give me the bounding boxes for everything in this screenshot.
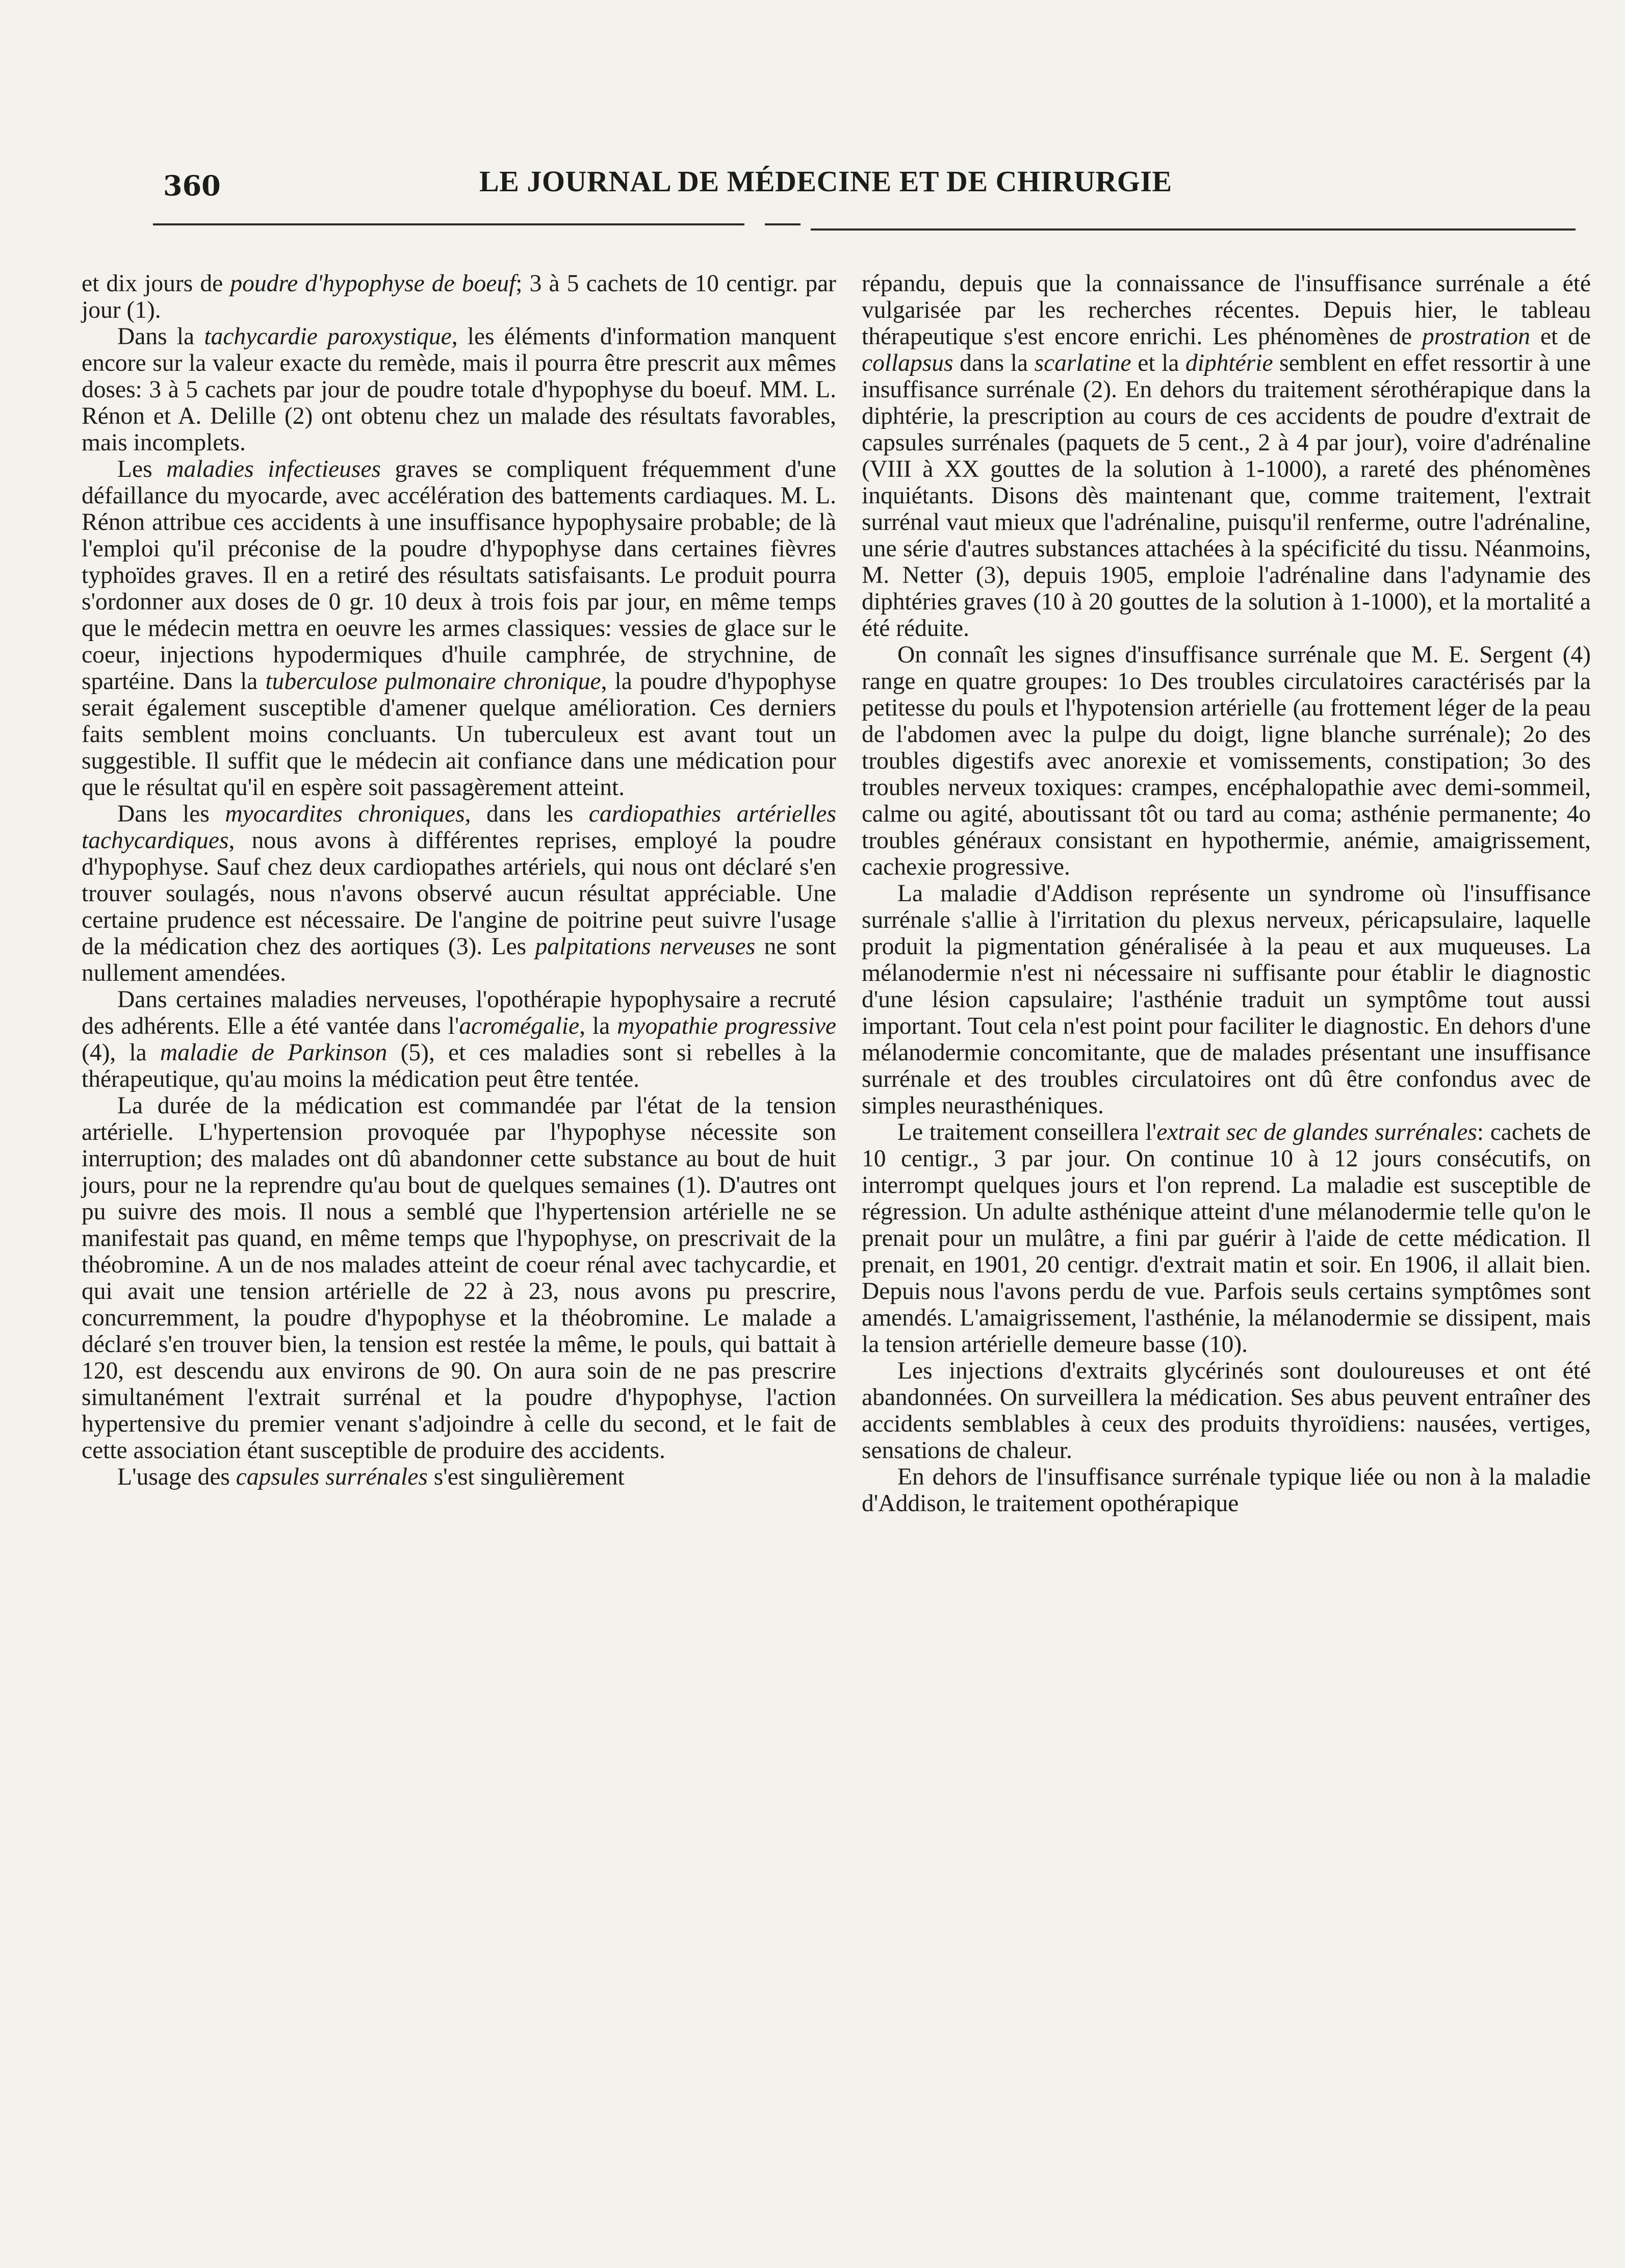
- text-run: , la: [579, 1013, 617, 1039]
- text-run: Le traitement conseillera l': [897, 1119, 1157, 1145]
- text-run: Dans les: [117, 801, 225, 827]
- italic-term: diphtérie: [1185, 350, 1273, 376]
- header-rule-dash: [765, 223, 801, 225]
- text-run: , les éléments d'information manquent encore sur la valeur exacte du remède, mais il pourra être prescrit aux mêmes doses: 3 à 5 cachets par jour de poudre totale d'hypophyse du boeuf. MM. L. Rénon et A. Delille (2) ont obtenu chez un malade des résultats favorables, mais incomplets.: [82, 323, 836, 456]
- italic-term: tachycardie paroxystique: [204, 323, 452, 350]
- text-run: répandu, depuis que la connaissance de l'insuffisance surrénale a été vulgarisée par les recherches récentes. Depuis hier, le tableau thérapeutique s'est encore enrichi. Les phénomènes de: [862, 270, 1591, 350]
- text-run: (4), la: [82, 1039, 160, 1066]
- text-run: En dehors de l'insuffisance surrénale typique liée ou non à la maladie d'Addison, le traitement opothérapique: [862, 1464, 1591, 1517]
- italic-term: palpitations nerveuses: [535, 933, 756, 960]
- paragraph: [862, 880, 1591, 1119]
- paragraph: [82, 270, 836, 323]
- page-header: [163, 159, 1570, 210]
- left-column: [82, 270, 836, 1490]
- text-run: Dans certaines maladies nerveuses, l'opothérapie hypophysaire a recruté des adhérents. Elle a été vantée dans l': [82, 986, 836, 1039]
- italic-term: collapsus: [862, 350, 953, 376]
- text-run: Les injections d'extraits glycérinés sont douloureuses et ont été abandonnées. On surveillera la médication. Ses abus peuvent entraîner des accidents semblables à ceux des produits thyroïdiens: nausées, vertiges, sensations de chaleur.: [862, 1358, 1591, 1464]
- text-run: : cachets de 10 centigr., 3 par jour. On continue 10 à 12 jours consécutifs, on interrompt quelques jours et l'on reprend. La maladie est susceptible de régression. Un adulte asthénique atteint d'une mélanodermie telle qu'on le prenait pour un mulâtre, a fini par guérir à l'aide de cette médication. Il prenait, en 1901, 20 centigr. d'extrait matin et soir. En 1906, il allait bien. Depuis nous l'avons perdu de vue. Parfois seuls certains symptômes sont amendés. L'amaigrissement, l'asthénie, la mélanodermie se dissipent, mais la tension artérielle demeure basse (10).: [862, 1119, 1591, 1358]
- right-column: [862, 270, 1591, 1517]
- page-number: 360: [163, 169, 221, 202]
- header-rule: [811, 228, 1576, 231]
- paragraph: [862, 1358, 1591, 1464]
- italic-term: cardiopathies artérielles tachycardiques: [82, 801, 836, 854]
- italic-term: tuberculose pulmonaire chronique: [265, 668, 601, 695]
- paragraph: [862, 270, 1591, 642]
- italic-term: acromégalie: [459, 1013, 580, 1039]
- paragraph: [862, 1119, 1591, 1358]
- text-run: La durée de la médication est commandée par l'état de la tension artérielle. L'hypertension provoquée par l'hypophyse nécessite son interruption; des malades ont dû abandonner cette substance au bout de huit jours, pour ne la reprendre qu'au bout de quelques semaines (1). D'autres ont pu suivre des mois. Il nous a semblé que l'hypertension artérielle ne se manifestait pas quand, en même temps que l'hypophyse, on prescrivait de la théobromine. A un de nos malades atteint de coeur rénal avec tachycardie, et qui avait une tension artérielle de 22 à 23, nous avons pu prescrire, concurremment, la poudre d'hypophyse et la théobromine. Le malade a déclaré s'en trouver bien, la tension est restée la même, le pouls, qui battait à 120, est descendu aux environs de 90. On aura soin de ne pas prescrire simultanément l'extrait surrénal et la poudre d'hypophyse, l'action hypertensive du premier venant s'adjoindre à celle du second, et le fait de cette association étant susceptible de produire des accidents.: [82, 1092, 836, 1464]
- running-title: LE JOURNAL DE MÉDECINE ET DE CHIRURGIE: [479, 165, 1172, 198]
- text-run: ; 3 à 5 cachets de 10 centigr. par jour (1).: [82, 270, 836, 323]
- text-run: , dans les: [465, 801, 589, 827]
- text-run: , la poudre d'hypophyse serait également susceptible d'amener quelque amélioration. Ces derniers faits semblent moins concluants. Un tuberculeux est avant tout un suggestible. Il suffit que le médecin ait confiance dans une médication pour que le résultat qu'il en espère soit passagèrement atteint.: [82, 668, 836, 801]
- paragraph: [82, 323, 836, 456]
- paragraph: [82, 1464, 836, 1490]
- italic-term: maladie de Parkinson: [160, 1039, 388, 1066]
- paragraph: [862, 1464, 1591, 1517]
- text-run: et de: [1530, 323, 1591, 350]
- italic-term: extrait sec de glandes surrénales: [1156, 1119, 1477, 1145]
- italic-term: myopathie progressive: [617, 1013, 836, 1039]
- text-run: On connaît les signes d'insuffisance surrénale que M. E. Sergent (4) range en quatre groupes: 1o Des troubles circulatoires caractérisés par la petitesse du pouls et l'hypotension artérielle (au frottement léger de la peau de l'abdomen avec la pulpe du doigt, ligne blanche surrénale); 2o des troubles digestifs avec anorexie et vomissements, constipation; 3o des troubles nerveux toxiques: crampes, encéphalopathie avec demi-sommeil, calme ou agité, aboutissant tôt ou tard au coma; asthénie permanente; 4o troubles généraux consistant en hypothermie, anémie, amaigrissement, cachexie progressive.: [862, 642, 1591, 880]
- italic-term: poudre d'hypophyse de boeuf: [230, 270, 516, 297]
- text-run: L'usage des: [117, 1464, 236, 1490]
- text-run: dans la: [953, 350, 1035, 376]
- text-run: ne sont nullement amendées.: [82, 933, 836, 986]
- text-run: et la: [1131, 350, 1186, 376]
- paragraph: [82, 1092, 836, 1464]
- paragraph: [82, 801, 836, 986]
- paragraph: [862, 642, 1591, 880]
- text-run: et dix jours de: [82, 270, 230, 297]
- text-run: graves se compliquent fréquemment d'une défaillance du myocarde, avec accélération des battements cardiaques. M. L. Rénon attribue ces accidents à une insuffisance hypophysaire probable; de là l'emploi qu'il préconise de la poudre d'hypophyse dans certaines fièvres typhoïdes graves. Il en a retiré des résultats satisfaisants. Le produit pourra s'ordonner aux doses de 0 gr. 10 deux à trois fois par jour, en même temps que le médecin mettra en oeuvre les armes classiques: vessies de glace sur le coeur, injections hypodermiques d'huile camphrée, de strychnine, de spartéine. Dans la: [82, 456, 836, 695]
- text-run: La maladie d'Addison représente un syndrome où l'insuffisance surrénale s'allie à l'irritation du plexus nerveux, péricapsulaire, laquelle produit la pigmentation généralisée à la peau et aux muqueuses. La mélanodermie n'est ni nécessaire ni suffisante pour établir le diagnostic d'une lésion capsulaire; l'asthénie traduit un symptôme tout aussi important. Tout cela n'est point pour faciliter le diagnostic. En dehors d'une mélanodermie concomitante, que de malades présentant une insuffisance surrénale et des troubles circulatoires ont dû être confondus avec de simples neurasthéniques.: [862, 880, 1591, 1119]
- italic-term: myocardites chroniques: [225, 801, 465, 827]
- text-run: Dans la: [117, 323, 204, 350]
- text-run: Les: [117, 456, 167, 482]
- italic-term: capsules surrénales: [236, 1464, 428, 1490]
- text-run: s'est singulièrement: [427, 1464, 625, 1490]
- italic-term: scarlatine: [1034, 350, 1131, 376]
- text-run: , nous avons à différentes reprises, employé la poudre d'hypophyse. Sauf chez deux cardiopathes artériels, qui nous ont déclaré s'en trouver soulagés, nous n'avons observé aucun résultat appréciable. Une certaine prudence est nécessaire. De l'angine de poitrine peut suivre l'usage de la médication chez des aortiques (3). Les: [82, 827, 836, 960]
- text-run: semblent en effet ressortir à une insuffisance surrénale (2). En dehors du traitement sérothérapique dans la diphtérie, la prescription au cours de ces accidents de poudre d'extrait de capsules surrénales (paquets de 5 cent., 2 à 4 par jour), voire d'adrénaline (VIII à XX gouttes de la solution à 1-1000), a rareté des phénomènes inquiétants. Disons dès maintenant que, comme traitement, l'extrait surrénal vaut mieux que l'adrénaline, puisqu'il renferme, outre l'adrénaline, une série d'autres substances attachées à la spécificité du tissu. Néanmoins, M. Netter (3), depuis 1905, emploie l'adrénaline dans l'adynamie des diphtéries graves (10 à 20 gouttes de la solution à 1-1000), et la mortalité a été réduite.: [862, 350, 1591, 642]
- header-rule: [153, 223, 744, 225]
- paragraph: [82, 456, 836, 801]
- paragraph: [82, 986, 836, 1092]
- text-run: (5), et ces maladies sont si rebelles à la thérapeutique, qu'au moins la médication peut être tentée.: [82, 1039, 836, 1092]
- italic-term: prostration: [1422, 323, 1531, 350]
- italic-term: maladies infectieuses: [166, 456, 381, 482]
